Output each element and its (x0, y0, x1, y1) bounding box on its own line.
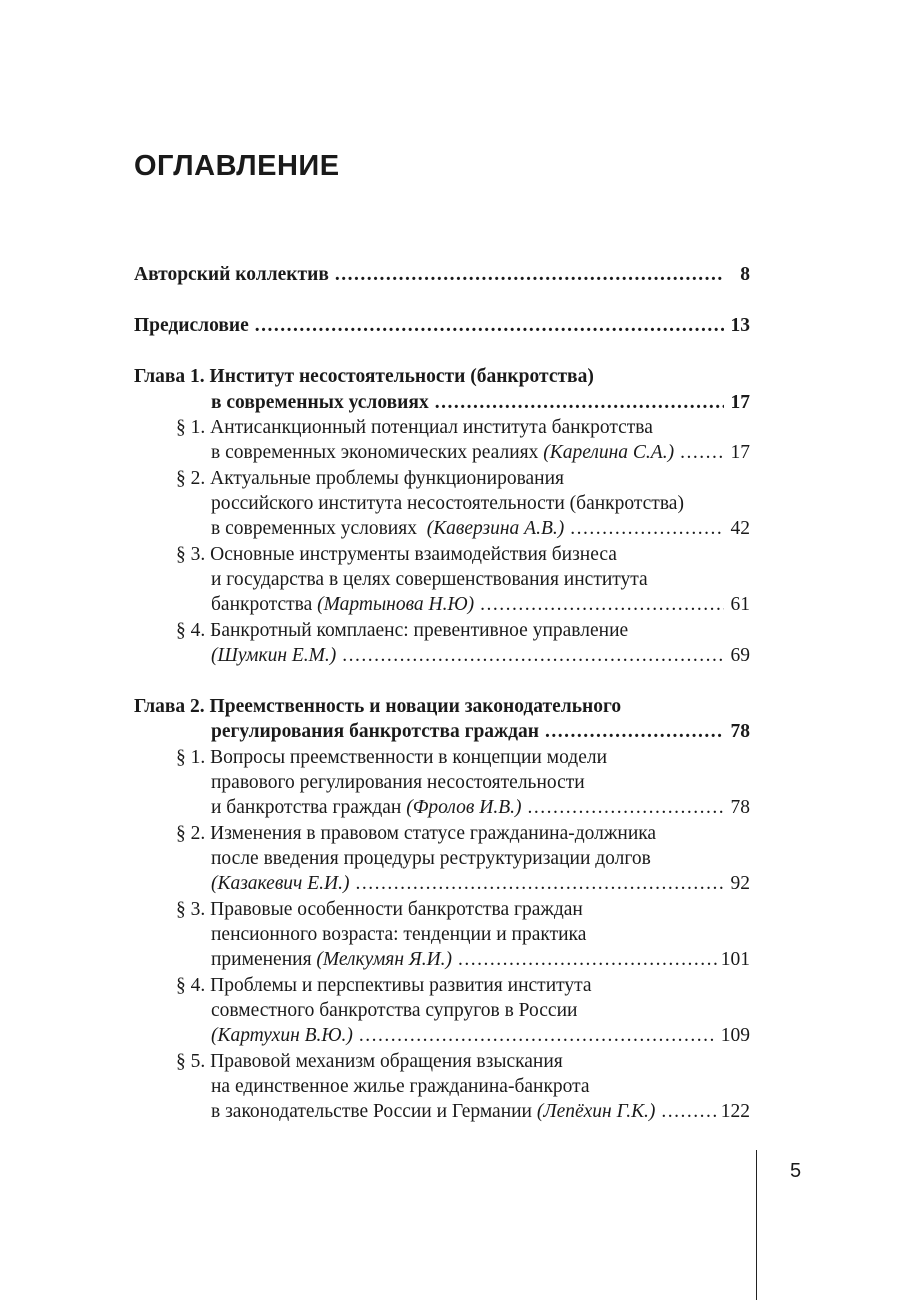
toc-page-number: 109 (720, 1025, 750, 1046)
toc-entry-label: в законодательстве России и Германии (211, 1101, 532, 1122)
toc-page-number: 17 (730, 392, 750, 413)
dot-leader (342, 643, 724, 668)
toc-author: (Казакевич Е.И.) (211, 873, 350, 894)
dot-leader (528, 795, 725, 820)
dot-leader (435, 390, 724, 415)
page-edge-rule (756, 1150, 757, 1300)
toc-section-2-3-line2[interactable] (211, 922, 750, 947)
toc-section-1-1-title[interactable] (176, 415, 750, 440)
toc-entry-label: § 2. Изменения в правовом статусе гражданина-должника (176, 823, 657, 844)
toc-page-number: 13 (730, 315, 750, 336)
toc-section-1-3-title[interactable] (176, 542, 750, 567)
toc-section-2-3[interactable] (211, 947, 750, 972)
toc-entry-label: § 1. Антисанкционный потенциал института банкротства (176, 417, 653, 438)
toc-section-2-1-line2[interactable] (211, 770, 750, 795)
toc-entry-label: после введения процедуры реструктуризации долгов (211, 848, 651, 869)
toc-entry-label: § 3. Основные инструменты взаимодействия бизнеса (176, 544, 617, 565)
toc-entry-label: применения (211, 949, 312, 970)
toc-section-2-2-title[interactable] (176, 821, 750, 846)
toc-section-1-3-line2[interactable] (211, 567, 750, 592)
dot-leader (355, 871, 724, 896)
toc-entry-label: регулирования банкротства граждан (211, 721, 540, 742)
toc-entry-label: совместного банкротства супругов в России (211, 1000, 578, 1021)
toc-chapter-2[interactable] (211, 719, 750, 744)
toc-section-2-1-title[interactable] (176, 745, 750, 770)
dot-leader (661, 1099, 716, 1124)
toc-entry-label: российского института несостоятельности (банкротства) (211, 493, 684, 514)
dot-leader (570, 516, 724, 541)
toc-author: (Шумкин Е.М.) (211, 645, 337, 666)
toc-entry-label: § 5. Правовой механизм обращения взыскания (176, 1051, 563, 1072)
toc-page-number: 101 (720, 949, 750, 970)
toc-entry-label: § 1. Вопросы преемственности в концепции модели (176, 747, 608, 768)
toc-entry-label: Предисловие (134, 315, 249, 336)
toc-entry-label: на единственное жилье гражданина-банкрота (211, 1076, 590, 1097)
toc-page-number: 17 (730, 442, 750, 463)
dot-leader (458, 947, 717, 972)
toc-author: (Каверзина А.В.) (426, 518, 565, 539)
dot-leader (545, 719, 724, 744)
toc-page-number: 78 (730, 721, 750, 742)
toc-page-number: 8 (740, 264, 750, 285)
page-title: ОГЛАВЛЕНИЕ (134, 150, 340, 182)
toc-entry-label: в современных экономических реалиях (211, 442, 539, 463)
toc-section-2-5-line2[interactable] (211, 1074, 750, 1099)
toc-section-2-5[interactable] (211, 1099, 750, 1124)
toc-page-number: 42 (730, 518, 750, 539)
toc-entry-label: Авторский коллектив (134, 264, 329, 285)
toc-section-1-1[interactable] (211, 440, 750, 465)
toc-author: (Фролов И.В.) (406, 797, 522, 818)
toc-entry-label: и банкротства граждан (211, 797, 402, 818)
toc-entry-label: § 4. Проблемы и перспективы развития института (176, 975, 592, 996)
toc-page-number: 61 (730, 594, 750, 615)
dot-leader (480, 592, 724, 617)
dot-leader (680, 440, 724, 465)
toc-chapter-1[interactable] (211, 390, 750, 415)
toc-section-2-2[interactable] (211, 871, 750, 896)
toc-chapter-2-title[interactable] (134, 694, 750, 719)
toc-entry-label: банкротства (211, 594, 313, 615)
toc-section-2-5-title[interactable] (176, 1049, 750, 1074)
dot-leader (359, 1023, 717, 1048)
toc-author: (Мартынова Н.Ю) (317, 594, 475, 615)
toc-section-1-4-title[interactable] (176, 618, 750, 643)
toc-author: (Лепёхин Г.К.) (536, 1101, 656, 1122)
toc-section-2-3-title[interactable] (176, 897, 750, 922)
toc-section-1-2-title[interactable] (176, 466, 750, 491)
toc-section-2-1[interactable] (211, 795, 750, 820)
toc-entry-label: Глава 1. Институт несостоятельности (банкротства) (134, 366, 594, 387)
toc-entry-label: Глава 2. Преемственность и новации законодательного (134, 696, 622, 717)
toc-section-1-2[interactable] (211, 516, 750, 541)
toc-section-2-2-line2[interactable] (211, 846, 750, 871)
toc-section-2-4[interactable] (211, 1023, 750, 1048)
toc-chapter-1-title[interactable] (134, 364, 750, 389)
toc-entry-label: § 4. Банкротный комплаенс: превентивное управление (176, 620, 629, 641)
toc-page-number: 69 (730, 645, 750, 666)
toc-entry-label: правового регулирования несостоятельности (211, 772, 585, 793)
toc-section-2-4-title[interactable] (176, 973, 750, 998)
toc-section-1-4[interactable] (211, 643, 750, 668)
toc-author: (Картухин В.Ю.) (211, 1025, 353, 1046)
toc-entry-authors[interactable] (134, 262, 750, 287)
toc-section-1-2-line2[interactable] (211, 491, 750, 516)
toc-page-number: 92 (730, 873, 750, 894)
dot-leader (255, 313, 724, 338)
toc-entry-label: и государства в целях совершенствования института (211, 569, 648, 590)
toc-entry-label: пенсионного возраста: тенденции и практика (211, 924, 587, 945)
toc-entry-label: § 2. Актуальные проблемы функционирования (176, 468, 565, 489)
toc-author: (Карелина С.А.) (543, 442, 675, 463)
toc-page-number: 122 (720, 1101, 750, 1122)
toc-section-2-4-line2[interactable] (211, 998, 750, 1023)
dot-leader (335, 262, 724, 287)
page-number: 5 (790, 1160, 802, 1182)
toc-entry-preface[interactable] (134, 313, 750, 338)
toc-author: (Мелкумян Я.И.) (316, 949, 453, 970)
toc-page-number: 78 (730, 797, 750, 818)
toc-section-1-3[interactable] (211, 592, 750, 617)
toc-entry-label: в современных условиях (211, 518, 417, 539)
toc-entry-label: в современных условиях (211, 392, 429, 413)
toc-entry-label: § 3. Правовые особенности банкротства граждан (176, 899, 583, 920)
